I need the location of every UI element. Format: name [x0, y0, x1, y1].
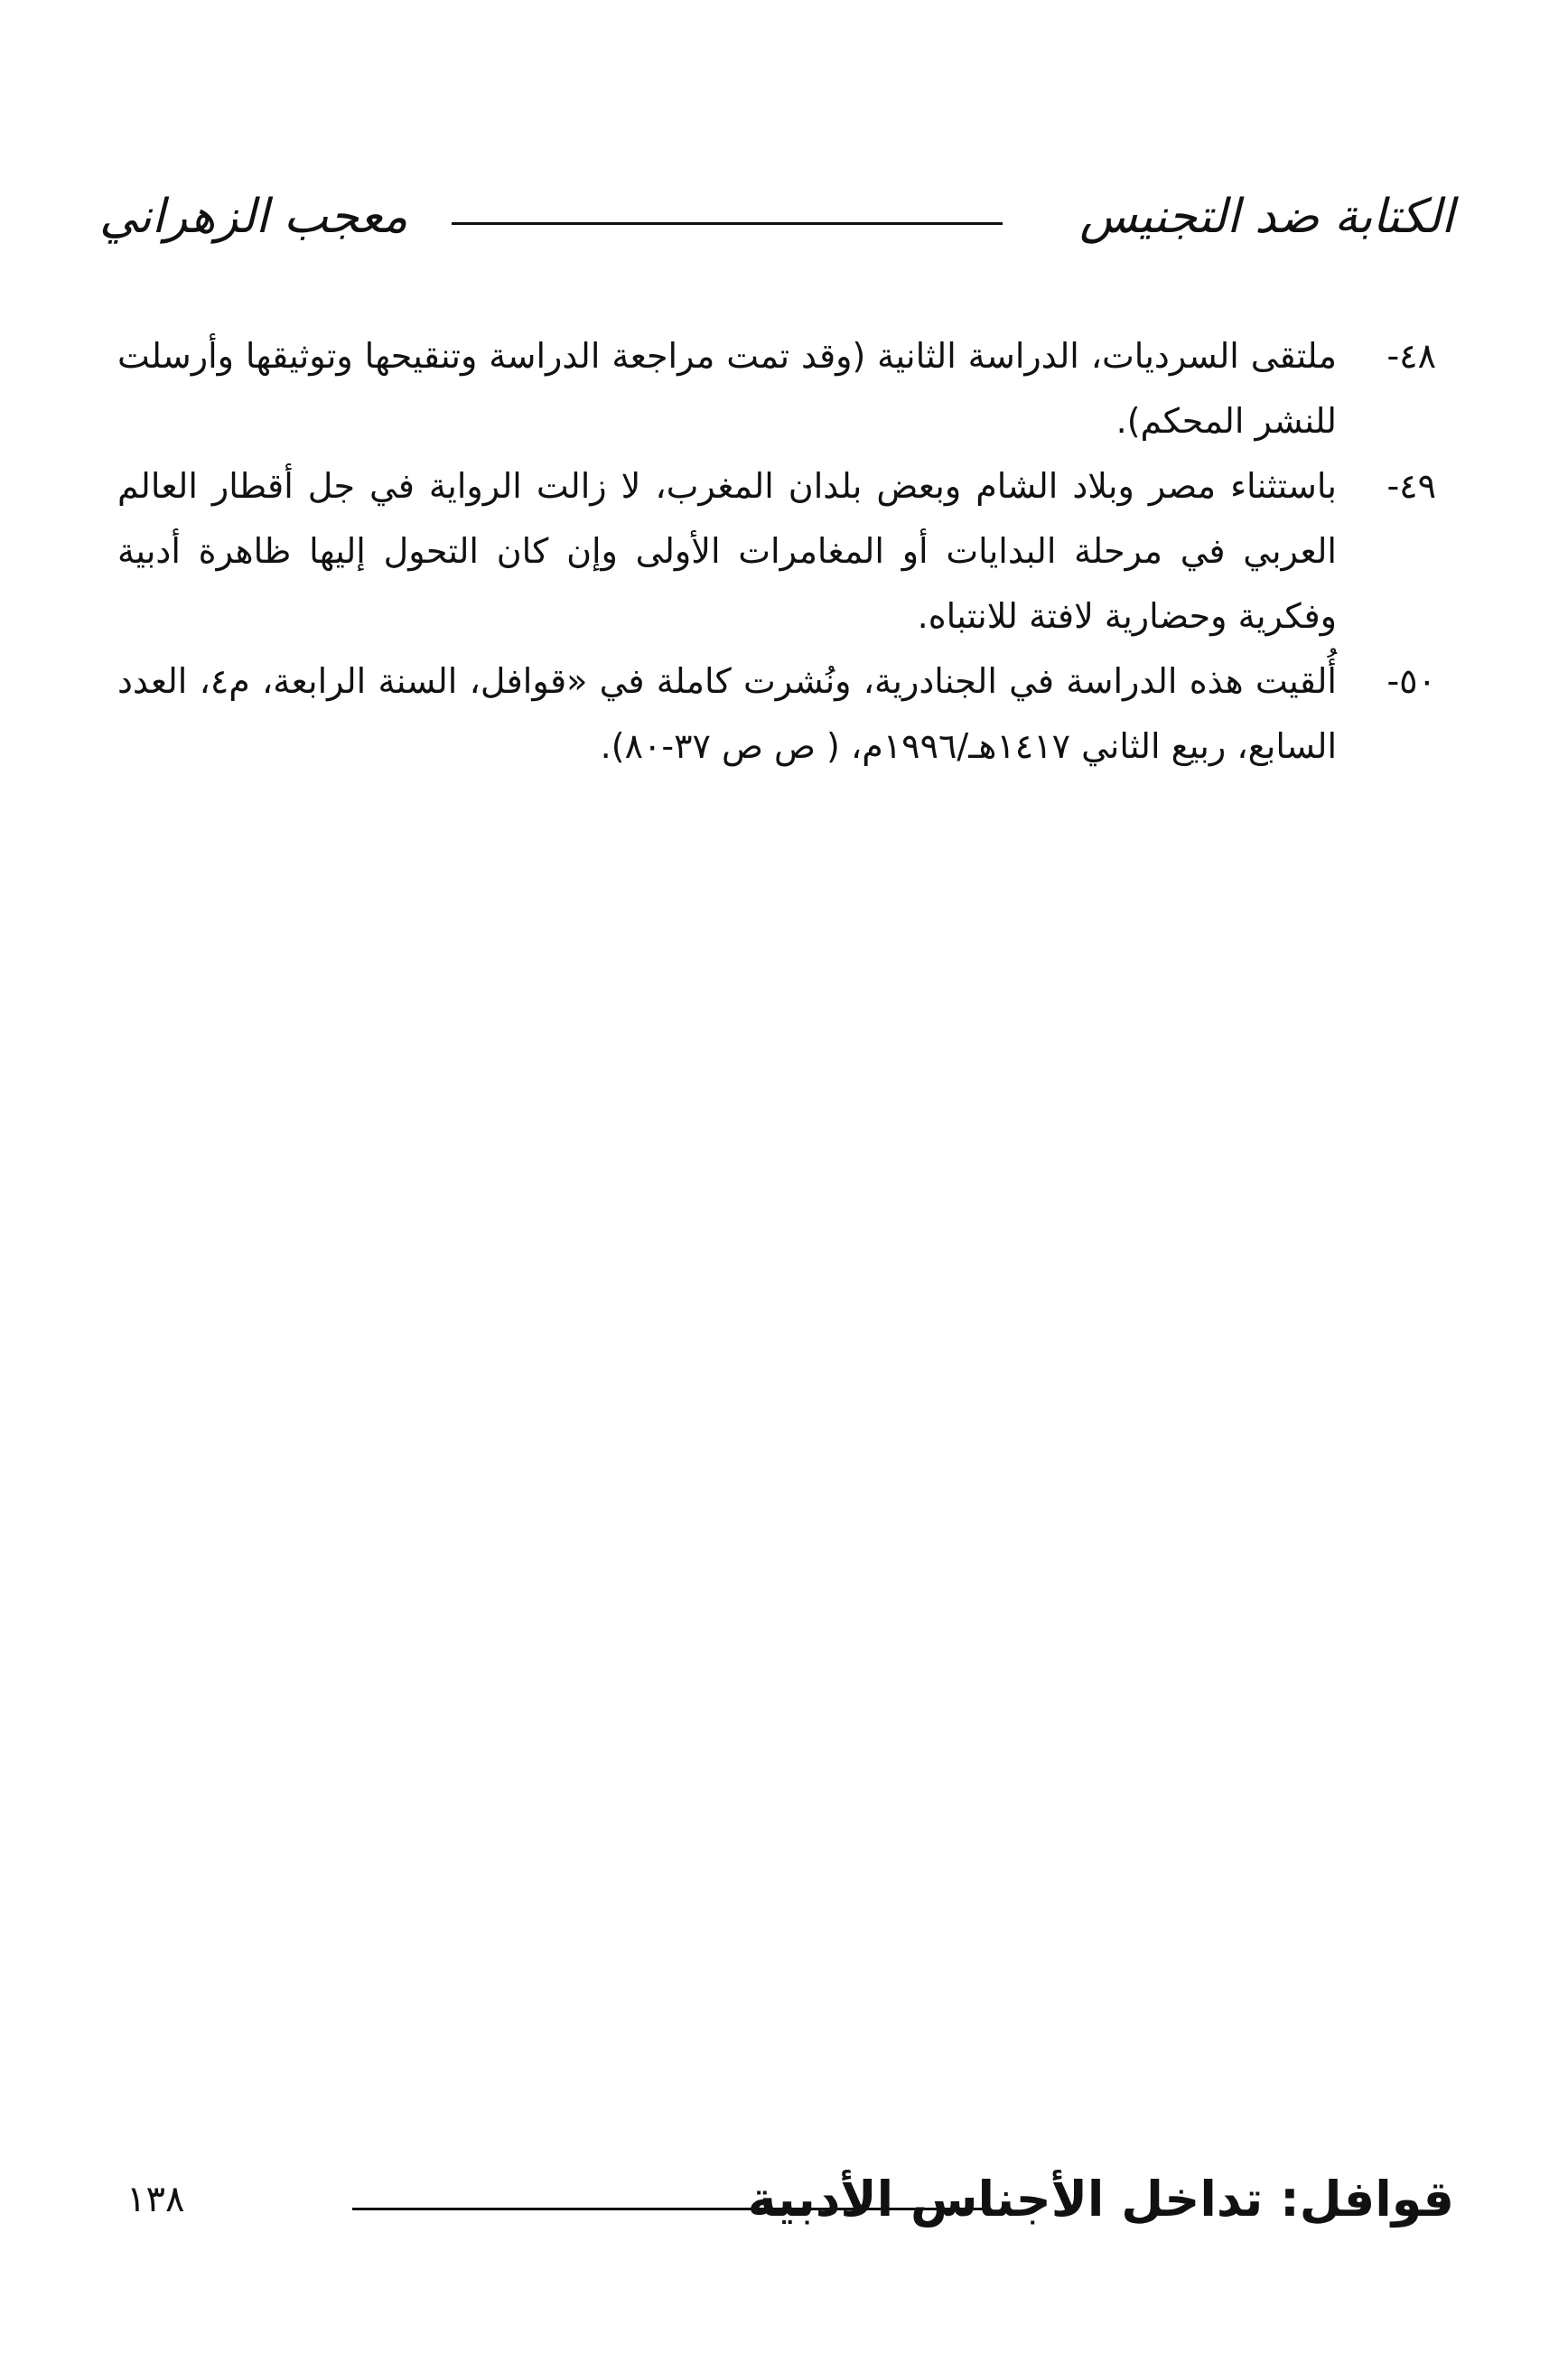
journal-title: قوافل: تداخل الأجناس الأدبية: [747, 2171, 1454, 2228]
footnote-48: [117, 323, 1436, 453]
footnote-text: باستثناء مصر وبلاد الشام وبعض بلدان المغرب، لا زالت الرواية في جل أقطار العالم العربي في مرحلة البدايات أو المغامرات الأولى وإن كان التحول إليها ظاهرة أدبية وفكرية وحضارية لافتة للانتباه.: [117, 466, 1337, 636]
footnote-49: [117, 453, 1436, 649]
footer-rule: [352, 2208, 985, 2210]
footnotes-list: [117, 323, 1436, 779]
book-title: الكتابة ضد التجنيس: [1079, 190, 1454, 244]
running-header: [99, 181, 1454, 253]
header-rule: [452, 222, 1003, 225]
footnote-number: ٤٩-: [1386, 466, 1436, 506]
footnote-text: أُلقيت هذه الدراسة في الجنادرية، ونُشرت كاملة في «قوافل، السنة الرابعة، م٤، العدد السابع، ربيع الثاني ١٤١٧هـ/١٩٩٦م، ( ص ص ٣٧-٨٠).: [117, 661, 1337, 766]
running-footer: [126, 2159, 1454, 2240]
footnote-text: ملتقى السرديات، الدراسة الثانية (وقد تمت مراجعة الدراسة وتنقيحها وتوثيقها وأرسلت للنشر المحكم).: [117, 336, 1337, 441]
page-number: ١٣٨: [126, 2179, 185, 2220]
footnote-50: [117, 649, 1436, 779]
footnote-number: ٤٨-: [1386, 336, 1436, 376]
author-name: معجب الزهراني: [99, 190, 408, 244]
footnote-number: ٥٠-: [1386, 661, 1436, 701]
